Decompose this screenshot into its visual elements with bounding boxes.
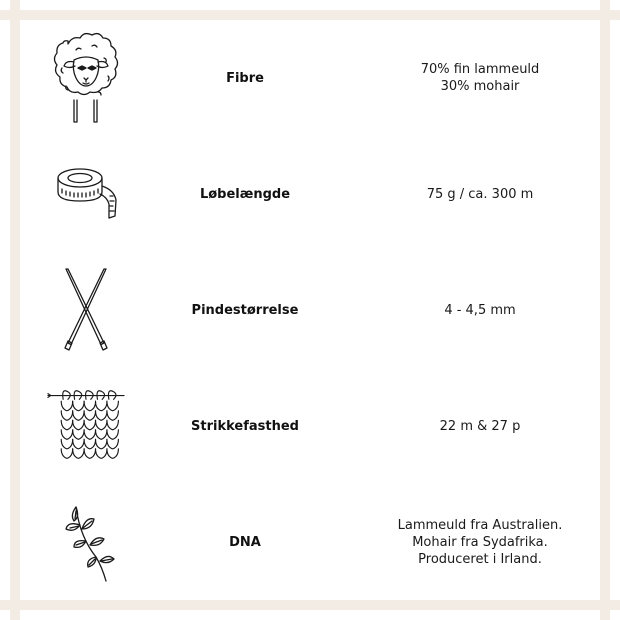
spec-value-line: 4 - 4,5 mm bbox=[444, 302, 516, 318]
spec-label: Løbelængde bbox=[199, 186, 291, 202]
spec-row-pindestoerrelse bbox=[30, 260, 590, 360]
spec-value-line: 75 g / ca. 300 m bbox=[426, 186, 534, 202]
spec-value bbox=[370, 144, 590, 244]
frame-top bbox=[0, 10, 620, 20]
spec-label: Strikkefasthed bbox=[191, 418, 299, 434]
spec-value-line: 30% mohair bbox=[440, 79, 520, 94]
spec-value-line: Lammeuld fra Australien. bbox=[397, 517, 563, 533]
spec-value-line: 70% fin lammeuld bbox=[420, 62, 540, 77]
frame-left bbox=[10, 0, 20, 620]
spec-row-strikkefasthed bbox=[30, 376, 590, 476]
spec-label: Pindestørrelse bbox=[191, 302, 299, 318]
spec-label: DNA bbox=[229, 534, 261, 550]
spec-value bbox=[370, 376, 590, 476]
knitting-needles-icon bbox=[46, 260, 126, 360]
spec-row-dna bbox=[30, 492, 590, 592]
knit-stitches-icon bbox=[46, 376, 126, 476]
spec-value bbox=[370, 28, 590, 128]
plant-sprig-icon bbox=[46, 492, 126, 592]
spec-value-line: Produceret i Irland. bbox=[418, 551, 542, 567]
frame-bottom bbox=[0, 600, 620, 610]
measuring-tape-icon bbox=[46, 144, 126, 244]
spec-row-loebelaengde bbox=[30, 144, 590, 244]
spec-value bbox=[370, 260, 590, 360]
spec-value bbox=[370, 492, 590, 592]
spec-label: Fibre bbox=[226, 70, 264, 86]
spec-value-line: Mohair fra Sydafrika. bbox=[412, 534, 548, 550]
frame-right bbox=[600, 0, 610, 620]
spec-value-line: 22 m & 27 p bbox=[439, 418, 521, 434]
sheep-icon bbox=[46, 28, 126, 128]
spec-row-fibre bbox=[30, 28, 590, 128]
